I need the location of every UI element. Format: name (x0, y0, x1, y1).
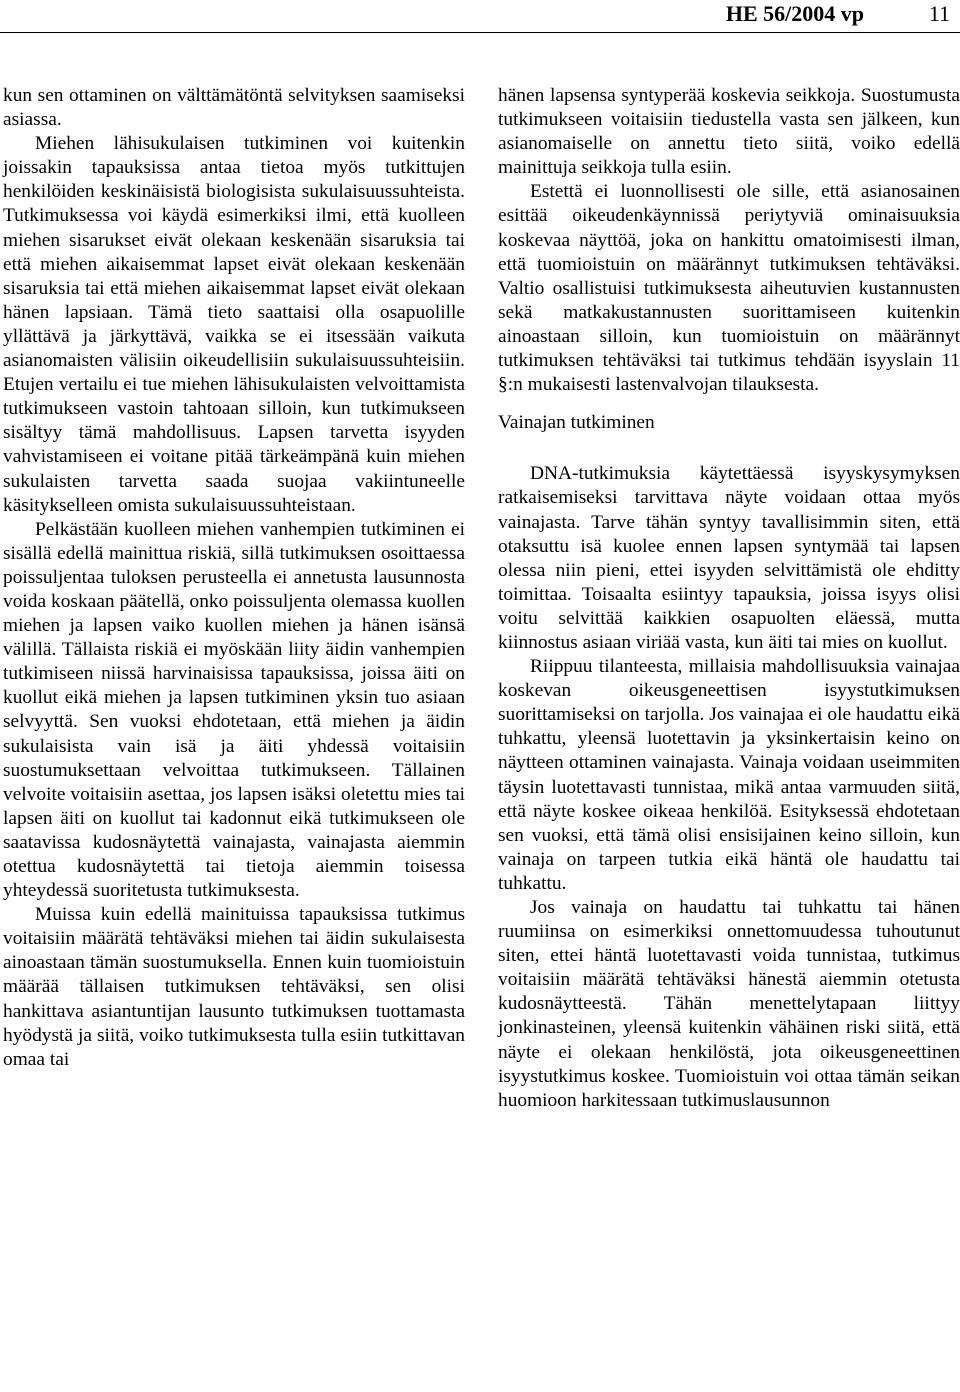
page-number: 11 (928, 1, 950, 26)
paragraph-continued: hänen lapsensa syntyperää koskevia seikkoja. Suostumusta tutkimukseen voitaisiin tiedustella vasta sen jälkeen, kun asianomaiselle on annettu tieto siitä, voiko edellä mainittuja seikkoja tulla esiin. (498, 85, 960, 179)
paragraph-continued: kun sen ottaminen on välttämätöntä selvityksen saamiseksi asiassa. (3, 85, 465, 131)
page-header (0, 0, 960, 30)
paragraph: Miehen lähisukulaisen tutkiminen voi kuitenkin joissakin tapauksissa antaa tietoa myös tutkittujen henkilöiden keskinäisistä biologisista sukulaisuussuhteista. Tutkimuksessa voi käydä esimerkiksi ilmi, että kuolleen miehen sisarukset eivät olekaan keskenään sisaruksia tai että miehen aikaisemmat lapset eivät olekaan keskenään sisaruksia tai että miehen aikaisemmat lapset eivät olekaan hänen lapsiaan. Tämä tieto saattaisi olla osapuolille yllättävä ja järkyttävä, vaikka se ei itsessään vaikuta asianomaisten välisiin oikeudellisiin sukulaisuussuhteisiin. Etujen vertailu ei tue miehen lähisukulaisten velvoittamista tutkimukseen vastoin tahtoaan silloin, kun tutkimukseen sisältyy tämä mahdollisuus. Lapsen tarvetta isyyden vahvistamiseen ei voitane pitää tärkeämpänä kuin miehen sukulaisten tarvetta saada suojaa vakiintuneelle käsitykselleen omista sukulaisuussuhteistaan. (3, 133, 465, 516)
left-column (3, 84, 465, 1072)
paragraph: Riippuu tilanteesta, millaisia mahdollisuuksia vainajaa koskevan oikeusgeneettisen isyystutkimuksen suorittamiseksi on tarjolla. Jos vainajaa ei ole haudattu eikä tuhkattu, yleensä luotettavin ja yksinkertaisin keino on näytteen ottaminen vainajasta. Vainaja voidaan useimmiten täysin luotettavasti tunnistaa, mikä antaa varmuuden siitä, että näyte koskee oikeaa henkilöä. Esityksessä ehdotetaan sen vuoksi, että tämä olisi ensisijainen keino silloin, kun vainaja on tarpeen tutkia eikä häntä ole haudattu tai tuhkattu. (498, 656, 960, 894)
paragraph: Muissa kuin edellä mainituissa tapauksissa tutkimus voitaisiin määrätä tehtäväksi miehen tai äidin sukulaisesta ainoastaan tämän suostumuksella. Ennen kuin tuomioistuin määrää tällaisen tutkimuksen tehtäväksi, sen olisi hankittava asiantuntijan lausunto tutkimuksen tuottamasta hyödystä ja siitä, voiko tutkimuksesta tulla esiin tutkittavan omaa tai (3, 904, 465, 1070)
document-id: HE 56/2004 vp (725, 1, 864, 26)
section-heading: Vainajan tutkiminen (498, 412, 655, 434)
paragraph: DNA-tutkimuksia käytettäessä isyyskysymyksen ratkaisemiseksi tarvittava näyte voidaan ottaa myös vainajasta. Tarve tähän syntyy tavallisimmin siten, että otaksuttu isä kuolee ennen lapsen syntymää tai lapsen olessa niin pieni, ettei isyyden selvittämistä ole ehditty toimittaa. Toisaalta esiintyy tapauksia, joissa isyys olisi voitu selvittää kaikkien osapuolten eläessä, mutta kiinnostus asiaan viriää vasta, kun äiti tai mies on kuollut. (498, 463, 960, 653)
header-divider (0, 32, 960, 33)
right-column (498, 84, 960, 1113)
paragraph: Pelkästään kuolleen miehen vanhempien tutkiminen ei sisällä edellä mainittua riskiä, sillä tutkimuksen osoittaessa poissuljentaa tuloksen perusteella ei annetusta lausunnosta voida koskaan päätellä, onko poissuljenta olemassa kuollen miehen ja lapsen vaiko kuollen miehen ja hänen isänsä välillä. Tällaista riskiä ei myöskään liity äidin vanhempien tutkimiseen niissä harvinaisissa tapauksissa, joissa äiti on kuollut eikä miehen ja lapsen tutkiminen yksin tuo asiaan selvyyttä. Sen vuoksi ehdotetaan, että miehen ja äidin sukulaisista vain isä ja äiti yhdessä voitaisiin suostumuksettaan velvoittaa tutkimukseen. Tällainen velvoite voitaisiin asettaa, jos lapsen isäksi oletettu mies tai lapsen äiti on kuollut tai kadonnut eikä tutkimukseen ole saatavissa kudosnäytettä vainajasta, vainajasta aiemmin otettua kudosnäytettä tai tietoja aiemmin toisessa yhteydessä suoritetusta tutkimuksesta. (3, 518, 465, 902)
paragraph: Jos vainaja on haudattu tai tuhkattu tai hänen ruumiinsa on esimerkiksi onnettomuudessa tuhoutunut siten, ettei häntä luotettavasti voida tunnistaa, tutkimus voitaisiin määrätä tehtäväksi hänestä aiemmin otetusta kudosnäytteestä. Tähän menettelytapaan liittyy jonkinasteinen, yleensä kuitenkin vähäinen riski siitä, että näyte ei olekaan henkilöstä, jota oikeusgeneettinen isyystutkimus koskee. Tuomioistuin voi ottaa tämän seikan huomioon harkitessaan tutkimuslausunnon (498, 897, 960, 1111)
paragraph: Estettä ei luonnollisesti ole sille, että asianosainen esittää oikeudenkäynnissä periytyviä ominaisuuksia koskevaa näyttöä, joka on hankittu omatoimisesti ilman, että tuomioistuin on määrännyt tutkimuksen tehtäväksi. Valtio osallistuisi tutkimuksesta aiheutuvien kustannusten sekä matkakustannusten suorittamiseen kuitenkin ainoastaan silloin, kun tuomioistuin on määrännyt tutkimuksen tehtäväksi tai tutkimus tehdään isyyslain 11 §:n mukaisesti lastenvalvojan tilauksesta. (498, 181, 960, 396)
